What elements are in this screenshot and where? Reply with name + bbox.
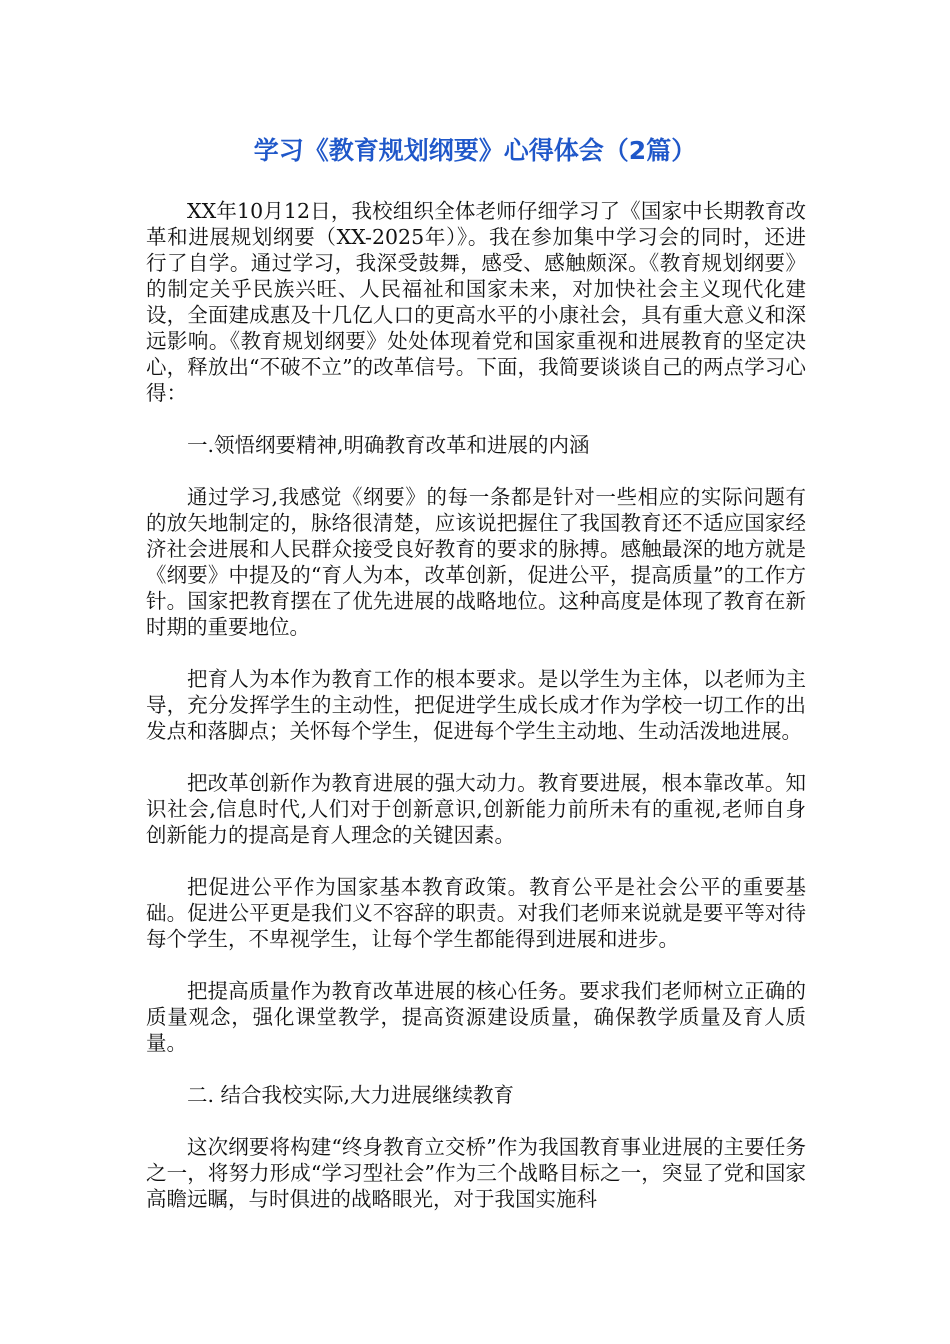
paragraph-guideline: 通过学习,我感觉《纲要》的每一条都是针对一些相应的实际问题有的放矢地制定的，脉络很清楚，应该说把握住了我国教育还不适应国家经济社会进展和人民群众接受良好教育的要求的脉搏。感触最深的地方就是《纲要》中提及的“育人为本，改革创新，促进公平，提高质量”的工作方针。国家把教育摆在了优先进展的战略地位。这种高度是体现了教育在新时期的重要地位。 [146,485,806,639]
paragraph-lifelong-education: 这次纲要将构建“终身教育立交桥”作为我国教育事业进展的主要任务之一，将努力形成“学习型社会”作为三个战略目标之一，突显了党和国家高瞻远瞩，与时俱进的战略眼光，对于我国实施科 [146,1135,806,1211]
section-heading-1: 一.领悟纲要精神,明确教育改革和进展的内涵 [187,433,590,457]
paragraph-intro: XX年10月12日，我校组织全体老师仔细学习了《国家中长期教育改革和进展规划纲要（XX-2025年）》。我在参加集中学习会的同时，还进行了自学。通过学习，我深受鼓舞，感受、感触颇深。《教育规划纲要》的制定关乎民族兴旺、人民福祉和国家未来，对加快社会主义现代化建设，全面建成惠及十几亿人口的更高水平的小康社会，具有重大意义和深远影响。《教育规划纲要》处处体现着党和国家重视和进展教育的坚定决心，释放出“不破不立”的改革信号。下面，我简要谈谈自己的两点学习心得： [146,199,806,405]
document-body [146,198,806,1238]
section-heading-2: 二. 结合我校实际,大力进展继续教育 [187,1083,515,1107]
paragraph-fairness: 把促进公平作为国家基本教育政策。教育公平是社会公平的重要基础。促进公平更是我们义不容辞的职责。对我们老师来说就是要平等对待每个学生，不卑视学生，让每个学生都能得到进展和进步。 [146,875,806,951]
paragraph-quality: 把提高质量作为教育改革进展的核心任务。要求我们老师树立正确的质量观念，强化课堂教学，提高资源建设质量，确保教学质量及育人质量。 [146,979,806,1055]
document-title: 学习《教育规划纲要》心得体会（2篇） [253,136,697,165]
paragraph-innovation: 把改革创新作为教育进展的强大动力。教育要进展，根本靠改革。知识社会,信息时代,人们对于创新意识,创新能力前所未有的重视,老师自身创新能力的提高是育人理念的关键因素。 [146,771,806,847]
paragraph-people-oriented: 把育人为本作为教育工作的根本要求。是以学生为主体，以老师为主导，充分发挥学生的主动性，把促进学生成长成才作为学校一切工作的出发点和落脚点；关怀每个学生，促进每个学生主动地、生动活泼地进展。 [146,667,806,743]
